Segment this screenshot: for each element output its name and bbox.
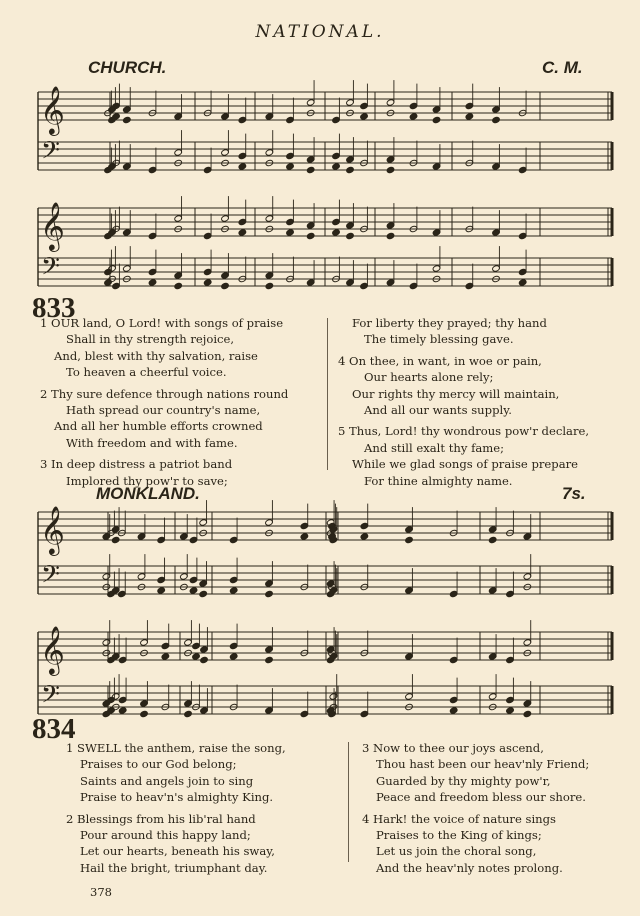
note-head — [465, 113, 474, 120]
verse-line: Thou hast been our heav'nly Friend; — [376, 757, 590, 772]
hymn-833-column-left — [40, 315, 325, 494]
tune-name-church: CHURCH. — [88, 58, 167, 77]
column-divider — [327, 318, 328, 470]
hymn-833-verse-4 — [338, 353, 633, 419]
note-head — [148, 279, 157, 286]
tune-name-monkland: MONKLAND. — [96, 484, 200, 503]
hymn-834-verse-4 — [362, 811, 632, 877]
tune-meter-church: C. M. — [542, 58, 583, 77]
note-head — [449, 707, 458, 714]
final-barline — [611, 142, 614, 170]
note-head — [102, 710, 111, 717]
note-head — [492, 116, 501, 123]
note-head — [360, 113, 369, 120]
note-head — [265, 590, 274, 597]
verse-line: While we glad songs of praise prepare — [352, 457, 579, 472]
note-head — [203, 279, 212, 286]
verse-line: And the heav'nly notes prolong. — [376, 860, 563, 875]
note-head — [346, 166, 355, 173]
note-head — [265, 656, 274, 663]
verse-line: Hath spread our country's name, — [66, 403, 261, 418]
hymn-834-verse-1 — [66, 740, 336, 806]
note-head — [386, 232, 395, 239]
note-head — [192, 653, 201, 660]
verse-line: 5 Thus, Lord! thy wondrous pow'r declare, — [338, 424, 590, 439]
note-head — [140, 710, 149, 717]
note-head — [111, 536, 120, 543]
note-head — [346, 232, 355, 239]
note-head — [518, 279, 527, 286]
verse-line: 3 Now to thee our joys ascend, — [362, 741, 544, 755]
final-barline — [611, 632, 614, 660]
hymn-834-verse-2 — [66, 811, 336, 877]
note-head — [238, 163, 247, 170]
treble-clef: 𝄞 — [40, 625, 65, 674]
note-head — [306, 232, 315, 239]
verse-line: Guarded by thy mighty pow'r, — [376, 773, 551, 788]
hymn-833-column-right — [338, 315, 633, 494]
note-head — [174, 282, 183, 289]
note-head — [300, 533, 309, 540]
verse-line: 2 Blessings from his lib'ral hand — [66, 811, 256, 826]
verse-line: With freedom and with fame. — [66, 435, 238, 450]
hymn-number-834: 834 — [32, 713, 76, 745]
verse-line: Praise to heav'n's almighty King. — [80, 790, 274, 805]
note-head — [265, 282, 274, 289]
verse-line: And still exalt thy fame; — [364, 440, 505, 455]
verse-line: Our hearts alone rely; — [364, 370, 494, 385]
note-head — [332, 229, 341, 236]
note-head — [104, 279, 113, 286]
tune-meter-monkland: 7s. — [562, 484, 586, 503]
note-head — [123, 116, 132, 123]
treble-clef: 𝄞 — [40, 201, 65, 250]
note-head — [200, 656, 209, 663]
verse-line: Shall in thy strength rejoice, — [66, 332, 235, 347]
verse-line: Let us join the choral song, — [376, 844, 537, 859]
note-head — [161, 653, 170, 660]
note-head — [221, 282, 230, 289]
hymn-834-column-right — [362, 740, 632, 881]
verse-line: The timely blessing gave. — [364, 332, 514, 347]
verse-line: 1 OUR land, O Lord! with songs of praise — [40, 316, 284, 330]
note-head — [506, 707, 515, 714]
note-head — [488, 536, 497, 543]
verse-line: 2 Thy sure defence through nations round — [40, 386, 289, 401]
note-head — [189, 587, 198, 594]
note-head — [405, 536, 414, 543]
note-head — [360, 533, 369, 540]
hymn-number-833: 833 — [32, 292, 76, 324]
verse-line: 1 SWELL the anthem, raise the song, — [66, 741, 286, 755]
note-head — [238, 229, 247, 236]
hymn-834-verse-3 — [362, 740, 632, 806]
note-head — [286, 163, 295, 170]
bass-clef: 𝄢 — [41, 136, 60, 170]
column-divider — [348, 742, 349, 862]
verse-line: 4 Hark! the voice of nature sings — [362, 811, 556, 826]
bass-clef: 𝄢 — [41, 560, 60, 594]
hymn-834-column-left — [66, 740, 336, 881]
verse-line: 4 On thee, in want, in woe or pain, — [338, 353, 542, 368]
final-barline — [611, 92, 614, 120]
note-head — [157, 587, 166, 594]
note-head — [332, 163, 341, 170]
treble-clef: 𝄞 — [40, 505, 65, 554]
final-barline — [611, 258, 614, 286]
final-barline — [611, 566, 614, 594]
verse-line: And all her humble efforts crowned — [54, 419, 263, 434]
note-head — [409, 113, 418, 120]
verse-line: Saints and angels join to sing — [80, 773, 254, 788]
page-number: 378 — [90, 885, 112, 899]
hymn-833-verse-3-end — [338, 315, 633, 348]
verse-line: For liberty they prayed; thy hand — [352, 316, 547, 330]
page-header: NATIONAL. — [255, 22, 385, 42]
bass-clef: 𝄢 — [41, 680, 60, 714]
note-head — [306, 166, 315, 173]
bass-clef: 𝄢 — [41, 252, 60, 286]
hymn-833-verse-2 — [40, 386, 325, 452]
note-head — [229, 653, 238, 660]
final-barline — [611, 208, 614, 236]
verse-line: To heaven a cheerful voice. — [66, 365, 227, 380]
note-head — [199, 590, 208, 597]
note-head — [523, 710, 532, 717]
final-barline — [611, 512, 614, 540]
verse-line: And all our wants supply. — [364, 403, 512, 418]
verse-line: Peace and freedom bless our shore. — [376, 790, 586, 805]
hymn-833-verse-5 — [338, 423, 633, 489]
note-head — [386, 166, 395, 173]
note-head — [184, 710, 193, 717]
verse-line: Let our hearts, beneath his sway, — [80, 844, 275, 859]
verse-line: For thine almighty name. — [364, 473, 513, 488]
verse-line: Pour around this happy land; — [80, 828, 251, 843]
verse-line: And, blest with thy salvation, raise — [54, 348, 258, 363]
hymn-833-verse-1 — [40, 315, 325, 381]
note-head — [432, 116, 441, 123]
treble-clef: 𝄞 — [40, 85, 65, 134]
note-head — [229, 587, 238, 594]
verse-line: Our rights thy mercy will maintain, — [352, 386, 560, 401]
final-barline — [611, 686, 614, 714]
note-head — [118, 707, 127, 714]
note-head — [108, 116, 117, 123]
verse-line: 3 In deep distress a patriot band — [40, 457, 233, 472]
verse-line: Praises to our God belong; — [80, 757, 237, 772]
note-head — [286, 229, 295, 236]
verse-line: Implored thy pow'r to save; — [66, 473, 228, 488]
verse-line: Hail the bright, triumphant day. — [80, 860, 268, 875]
verse-line: Praises to the King of kings; — [376, 828, 542, 843]
